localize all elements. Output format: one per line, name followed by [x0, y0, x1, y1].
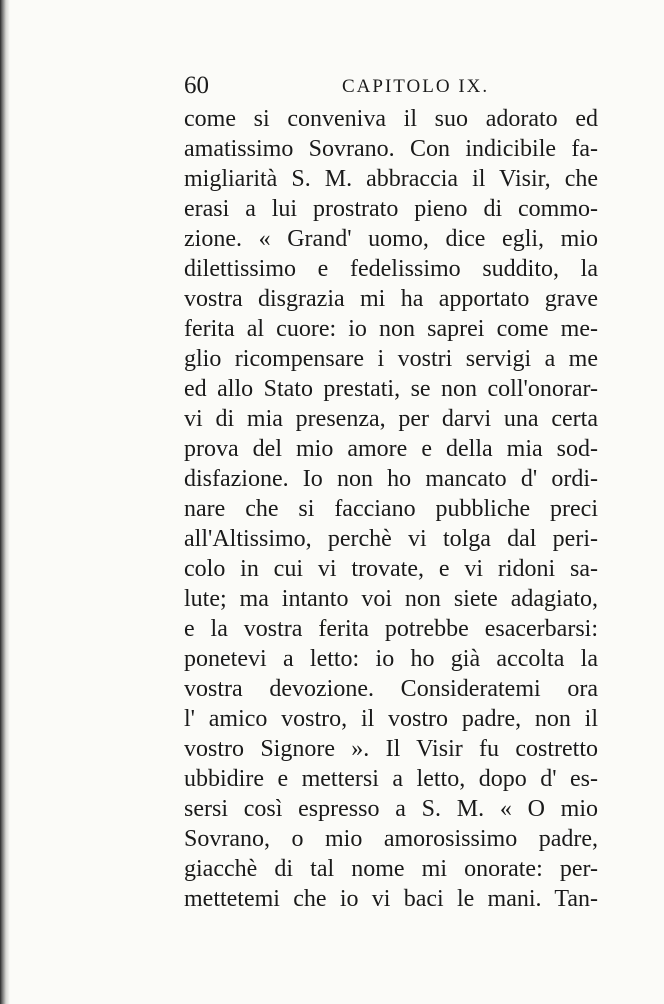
page-number: 60	[184, 72, 209, 99]
page-binding-edge	[0, 0, 10, 1004]
text-line: ponetevi a letto: io ho già accolta la	[184, 646, 598, 672]
text-line: vi di mia presenza, per darvi una certa	[184, 406, 598, 432]
text-line: disfazione. Io non ho mancato d' ordi-	[184, 466, 598, 492]
text-line: glio ricompensare i vostri servigi a me	[184, 346, 598, 372]
text-line: vostra devozione. Consideratemi ora	[184, 676, 598, 702]
text-line: all'Altissimo, perchè vi tolga dal peri-	[184, 526, 598, 552]
text-line: ed allo Stato prestati, se non coll'onorar-	[184, 376, 598, 402]
text-line: nare che si facciano pubbliche preci	[184, 496, 598, 522]
text-line: ubbidire e mettersi a letto, dopo d' es-	[184, 766, 598, 792]
text-line: prova del mio amore e della mia sod-	[184, 436, 598, 462]
text-line: migliarità S. M. abbraccia il Visir, che	[184, 166, 598, 192]
text-line: colo in cui vi trovate, e vi ridoni sa-	[184, 556, 598, 582]
text-line: zione. « Grand' uomo, dice egli, mio	[184, 226, 598, 252]
page-header	[184, 72, 598, 100]
text-line: amatissimo Sovrano. Con indicibile fa-	[184, 136, 598, 162]
text-line: ferita al cuore: io non saprei come me-	[184, 316, 598, 342]
text-line: vostra disgrazia mi ha apportato grave	[184, 286, 598, 312]
text-line: giacchè di tal nome mi onorate: per-	[184, 856, 598, 882]
running-head: CAPITOLO IX.	[342, 76, 490, 97]
text-line: l' amico vostro, il vostro padre, non il	[184, 706, 598, 732]
text-line: sersi così espresso a S. M. « O mio	[184, 796, 598, 822]
text-line: erasi a lui prostrato pieno di commo-	[184, 196, 598, 222]
text-line: Sovrano, o mio amorosissimo padre,	[184, 826, 598, 852]
body-text	[184, 104, 598, 914]
text-line: mettetemi che io vi baci le mani. Tan-	[184, 886, 598, 912]
text-line: lute; ma intanto voi non siete adagiato,	[184, 586, 598, 612]
text-line: dilettissimo e fedelissimo suddito, la	[184, 256, 598, 282]
text-line: e la vostra ferita potrebbe esacerbarsi:	[184, 616, 598, 642]
text-line: vostro Signore ». Il Visir fu costretto	[184, 736, 598, 762]
text-line: come si conveniva il suo adorato ed	[184, 106, 598, 132]
